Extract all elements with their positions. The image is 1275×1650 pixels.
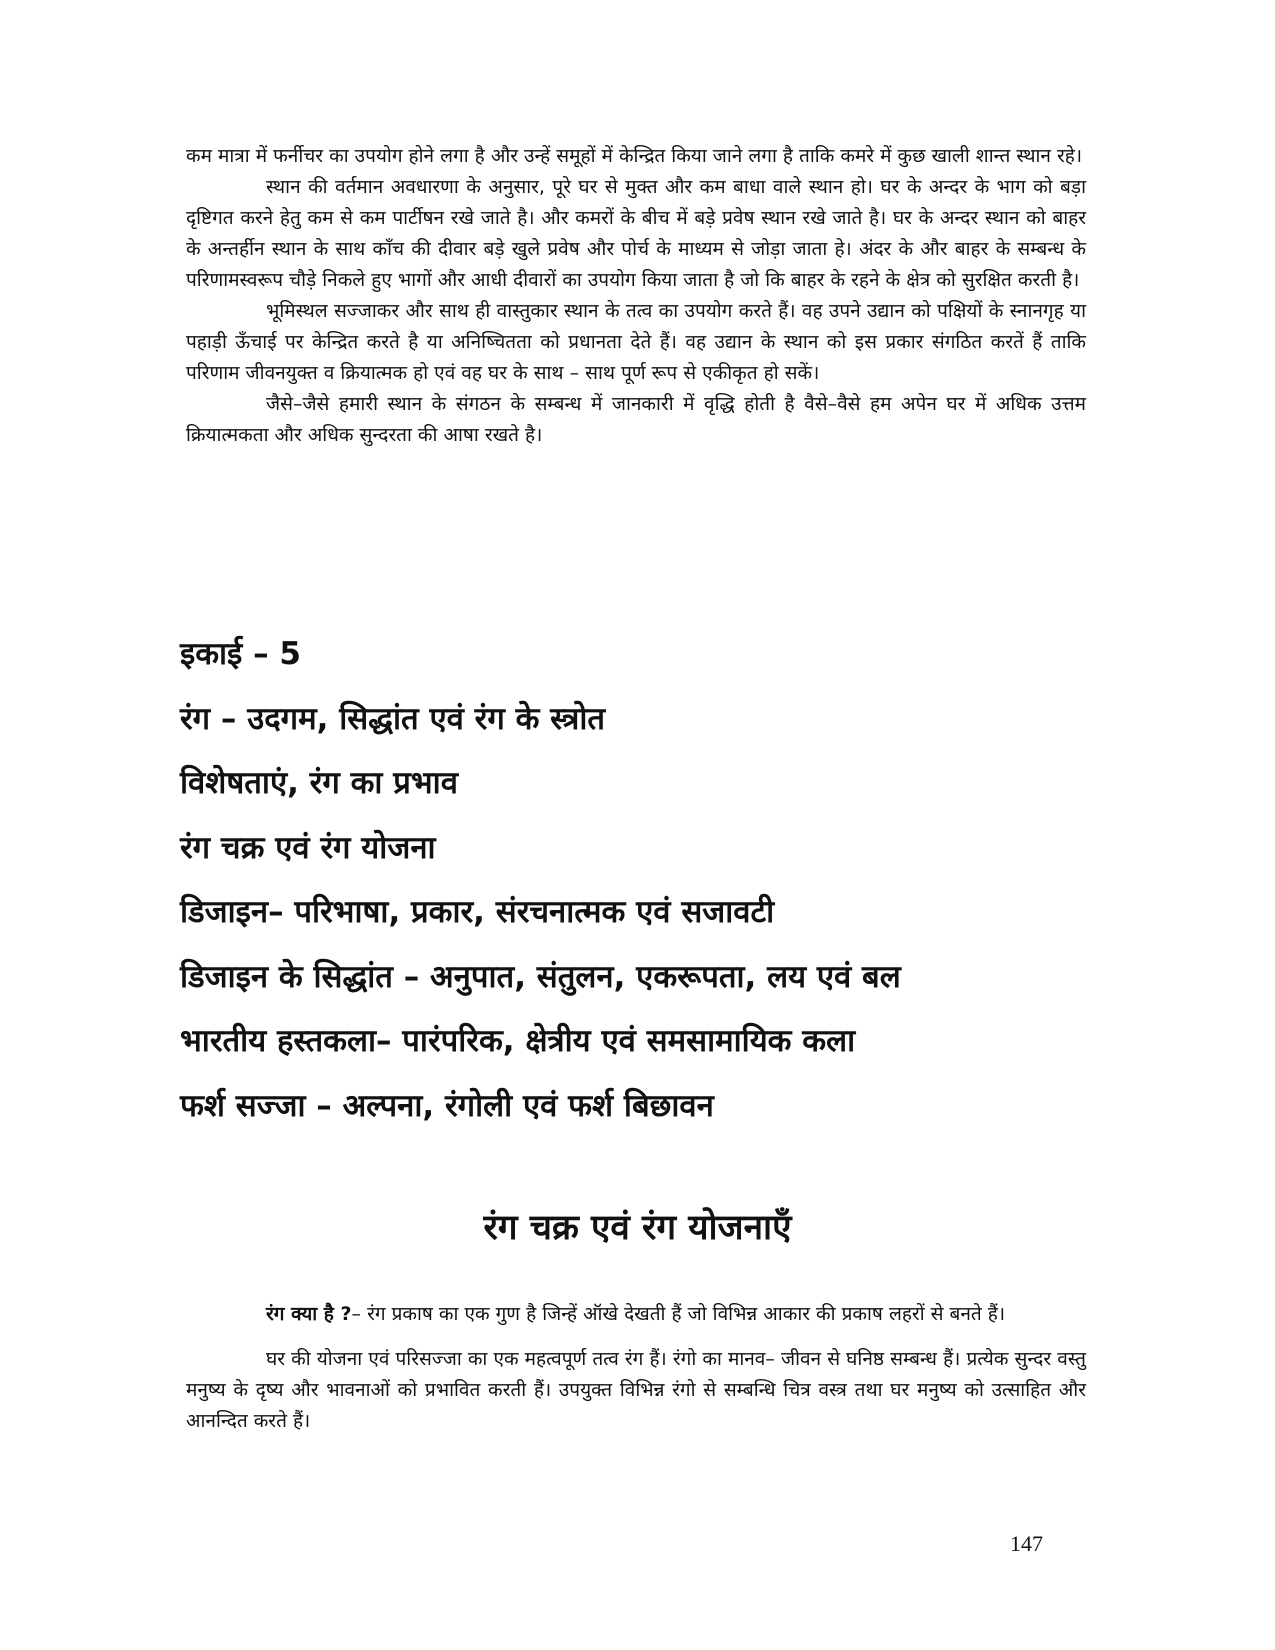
unit-topic: फर्श सज्जा – अल्पना, रंगोली एवं फर्श बिछावन bbox=[180, 1087, 714, 1124]
paragraph-knowledge: जैसे–जैसे हमारी स्थान के संगठन के सम्बन्ध में जानकारी में वृद्धि होती है वैसे–वैसे हम अपेन घर में अधिक उत्तम क्रियात्मकता और अधिक सुन्दरता की आषा रखते है। bbox=[186, 393, 1086, 446]
unit-topic: डिजाइन के सिद्धांत – अनुपात, संतुलन, एकरूपता, लय एवं बल bbox=[180, 958, 901, 995]
unit-topic: विशेषताएं, रंग का प्रभाव bbox=[180, 765, 458, 801]
paragraph-what-is-color bbox=[186, 1299, 1086, 1330]
unit-topic: डिजाइन– परिभाषा, प्रकार, संरचनात्मक एवं सजावटी bbox=[180, 894, 775, 930]
question-lead: रंग क्या है ? bbox=[266, 1303, 352, 1325]
section-title: रंग चक्र एवं रंग योजनाएँ bbox=[483, 1208, 792, 1248]
section-text-block bbox=[186, 1299, 1086, 1437]
unit-topic: रंग चक्र एवं रंग योजना bbox=[180, 829, 436, 866]
unit-syllabus bbox=[180, 622, 1100, 1138]
page-number: 147 bbox=[1010, 1531, 1043, 1556]
paragraph-space-concept: स्थान की वर्तमान अवधारणा के अनुसार, पूरे घर से मुक्त और कम बाधा वाले स्थान हो। घर के अन्दर के भाग को बड़ा दृष्टिगत करने हेतु कम से कम पार्टीषन रखे जाते है। और कमरों के बीच में बड़े प्रवेष स्थान रखे जाते है। घर के अन्दर स्थान को बाहर के अन्तर्हीन स्थान के साथ कॉंच की दीवार बड़े खुले प्रवेष और पोर्च के माध्यम से जोड़ा जाता हे। अंदर के और बाहर के सम्बन्ध के परिणामस्वरूप चौड़े निकले हुए भागों और आधी दीवारों का उपयोग किया जाता है जो कि बाहर के रहने के क्षेत्र को सुरक्षित करती है। bbox=[186, 176, 1086, 291]
intro-text-block bbox=[186, 141, 1086, 451]
unit-heading: इकाई – 5 bbox=[180, 636, 301, 672]
question-answer: – रंग प्रकाष का एक गुण है जिन्हें ऑखे देखती हैं जो विभिन्न आकार की प्रकाष लहरों से बनते हैं। bbox=[351, 1303, 1006, 1325]
paragraph-landscape: भूमिस्थल सज्जाकर और साथ ही वास्तुकार स्थान के तत्व का उपयोग करते हैं। वह उपने उद्यान को पक्षियों के स्नानगृह या पहाड़ी ऊँचाई पर केन्द्रित करते है या अनिष्चितता को प्रधानता देते हैं। वह उद्यान के स्थान को इस प्रकार संगठित करतें हैं ताकि परिणाम जीवनयुक्त व क्रियात्मक हो एवं वह घर के साथ – साथ पूर्ण रूप से एकीकृत हो सकें। bbox=[186, 300, 1086, 384]
paragraph-furniture: कम मात्रा में फर्नीचर का उपयोग होने लगा है और उन्हें समूहों में केन्द्रित किया जाने लगा है ताकि कमरे में कुछ खाली शान्त स्थान रहे। bbox=[186, 145, 1083, 167]
unit-topic: रंग – उदगम, सिद्धांत एवं रंग के स्त्रोत bbox=[180, 700, 606, 737]
unit-topic: भारतीय हस्तकला– पारंपरिक, क्षेत्रीय एवं समसामायिक कला bbox=[180, 1023, 856, 1059]
paragraph-color-importance: घर की योजना एवं परिसज्जा का एक महत्वपूर्ण तत्व रंग हैं। रंगो का मानव– जीवन से घनिष्ठ सम्बन्ध हैं। प्रत्येक सुन्दर वस्तु मनुष्य के दृष्य और भावनाओं को प्रभावित करती हैं। उपयुक्त विभिन्न रंगो से सम्बन्धि चित्र वस्त्र तथा घर मनुष्य को उत्साहित और आनन्दित करते हैं। bbox=[186, 1348, 1086, 1432]
